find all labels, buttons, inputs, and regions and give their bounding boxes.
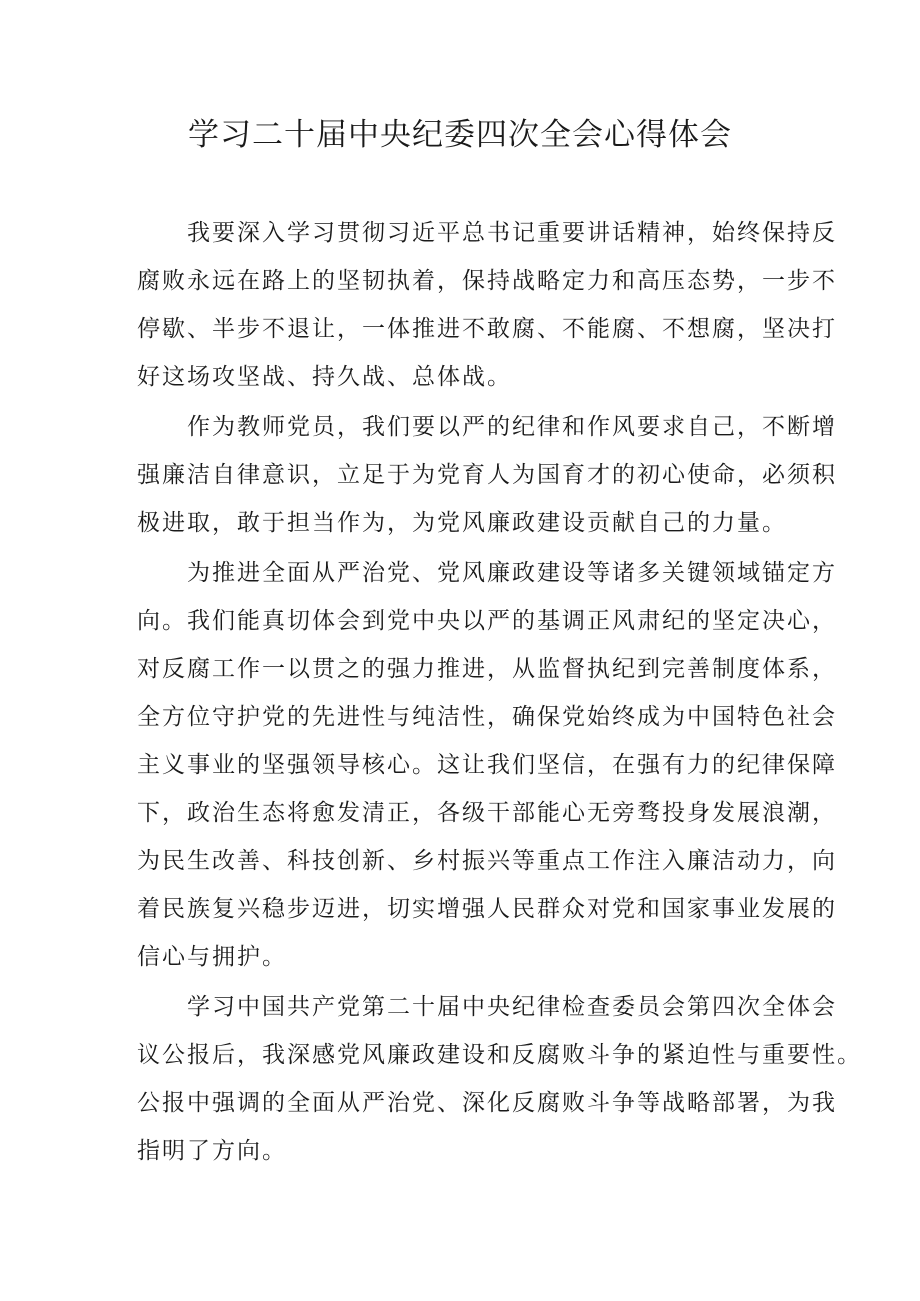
document-body — [137, 209, 862, 1177]
paragraph-line: 下，政治生态将愈发清正，各级干部能心无旁骛投身发展浪潮， — [137, 800, 837, 826]
document-title: 学习二十届中央纪委四次全会心得体会 — [188, 117, 732, 153]
paragraph-line: 主义事业的坚强领导核心。这让我们坚信，在强有力的纪律保障 — [137, 752, 837, 778]
paragraph-line: 信心与拥护。 — [137, 944, 287, 970]
paragraph-line: 为民生改善、科技创新、乡村振兴等重点工作注入廉洁动力，向 — [137, 848, 837, 874]
paragraph-3 — [137, 549, 837, 981]
paragraph-4 — [137, 983, 862, 1175]
paragraph-line: 我要深入学习贯彻习近平总书记重要讲话精神，始终保持反 — [187, 220, 837, 246]
paragraph-line: 腐败永远在路上的坚韧执着，保持战略定力和高压态势，一步不 — [137, 268, 837, 294]
paragraph-line: 指明了方向。 — [137, 1138, 287, 1164]
paragraph-line: 议公报后，我深感党风廉政建设和反腐败斗争的紧迫性与重要性。 — [137, 1042, 862, 1068]
paragraph-line: 作为教师党员，我们要以严的纪律和作风要求自己，不断增 — [187, 414, 837, 440]
paragraph-2 — [137, 403, 837, 547]
paragraph-line: 强廉洁自律意识，立足于为党育人为国育才的初心使命，必须积 — [137, 462, 837, 488]
paragraph-1 — [137, 209, 837, 401]
paragraph-line: 好这场攻坚战、持久战、总体战。 — [137, 364, 512, 390]
paragraph-line: 学习中国共产党第二十届中央纪律检查委员会第四次全体会 — [187, 994, 837, 1020]
paragraph-line: 公报中强调的全面从严治党、深化反腐败斗争等战略部署，为我 — [137, 1090, 837, 1116]
paragraph-line: 着民族复兴稳步迈进，切实增强人民群众对党和国家事业发展的 — [137, 896, 837, 922]
paragraph-line: 极进取，敢于担当作为，为党风廉政建设贡献自己的力量。 — [137, 510, 787, 536]
paragraph-line: 对反腐工作一以贯之的强力推进，从监督执纪到完善制度体系， — [137, 656, 837, 682]
paragraph-line: 向。我们能真切体会到党中央以严的基调正风肃纪的坚定决心， — [137, 608, 837, 634]
paragraph-line: 为推进全面从严治党、党风廉政建设等诸多关键领域锚定方 — [187, 560, 837, 586]
paragraph-line: 停歇、半步不退让，一体推进不敢腐、不能腐、不想腐，坚决打 — [137, 316, 837, 342]
paragraph-line: 全方位守护党的先进性与纯洁性，确保党始终成为中国特色社会 — [137, 704, 837, 730]
